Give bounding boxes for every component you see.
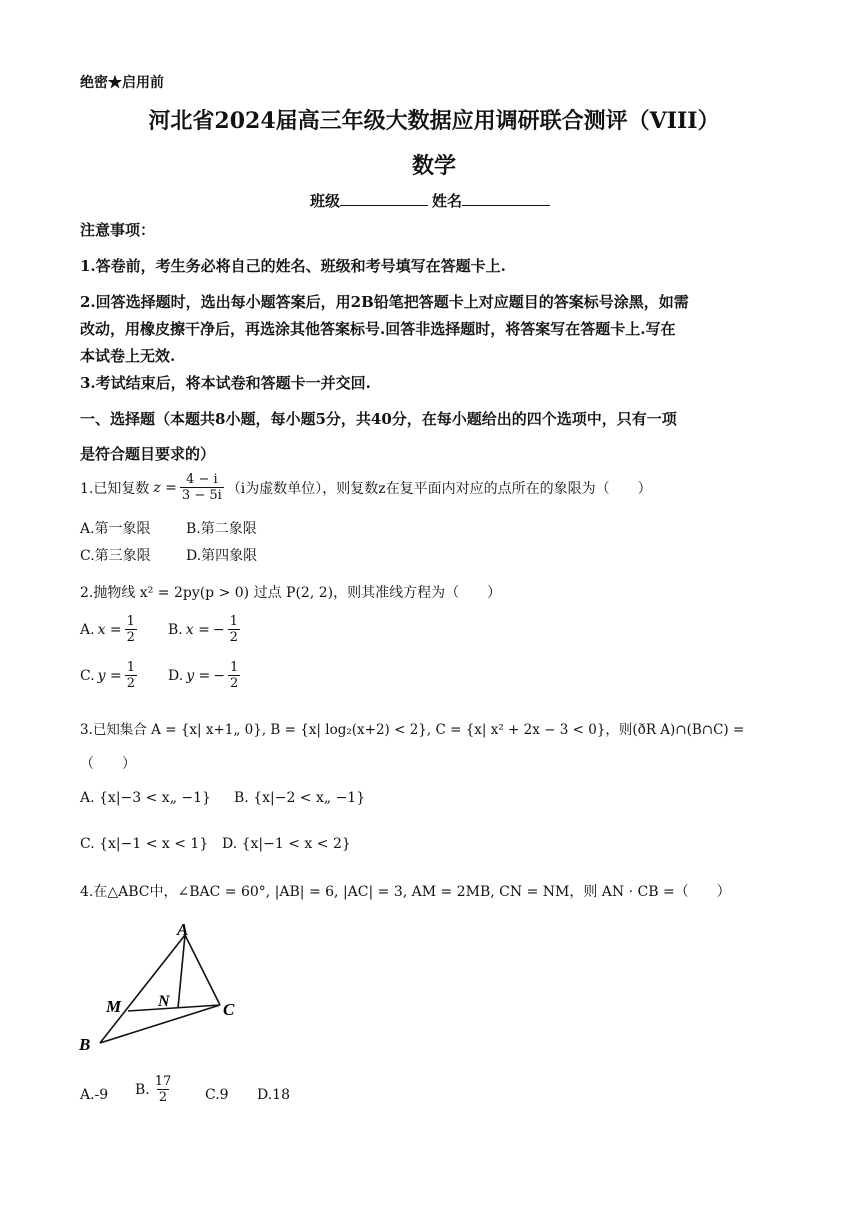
question-2: 2.抛物线 x² = 2py(p > 0) 过点 P(2, 2)，则其准线方程为（ ）	[80, 585, 502, 601]
q4-b-den: 2	[158, 1090, 168, 1105]
q2-c-label: C.	[80, 667, 95, 684]
q1-option-a: A.第一象限	[80, 521, 151, 537]
class-blank	[340, 191, 428, 206]
q1-denominator: 3 − 5i	[181, 488, 222, 503]
notice-heading: 注意事项：	[80, 221, 156, 239]
notice-item-2-line-1: 2.回答选择题时，选出每小题答案后，用2B铅笔把答题卡上对应题目的答案标号涂黑，如需	[80, 293, 689, 311]
q4-option-b	[135, 1074, 176, 1105]
segment-an	[178, 935, 185, 1008]
notice-item-2-line-3: 本试卷上无效.	[80, 347, 176, 365]
notice-item-2-line-2: 改动，用橡皮擦干净后，再选涂其他答案标号.回答非选择题时，将答案写在答题卡上.写在	[80, 320, 676, 338]
segment-ac	[185, 935, 220, 1005]
q2-a-num: 1	[126, 614, 135, 629]
name-label: 姓名	[432, 192, 463, 210]
q2-a-den: 2	[126, 630, 135, 645]
name-blank	[462, 191, 550, 206]
q2-b-num: 1	[229, 614, 238, 629]
label-b: B	[79, 1035, 91, 1054]
q1-var: z =	[153, 479, 177, 496]
q2-option-a	[80, 614, 140, 645]
section-1-heading-line-1: 一、选择题（本题共8小题，每小题5分，共40分，在每小题给出的四个选项中，只有一项	[80, 410, 677, 428]
q2-b-fraction	[228, 614, 240, 645]
question-1	[80, 472, 652, 503]
q4-b-num: 17	[154, 1074, 172, 1089]
q4-option-a: A.-9	[80, 1087, 109, 1103]
q3-option-c: C. {x|−1 < x < 1}	[80, 836, 209, 852]
q2-d-num: 1	[230, 660, 239, 675]
label-c: C	[223, 1000, 235, 1019]
q2-b-sign: −	[212, 621, 225, 638]
q2-b-den: 2	[229, 630, 238, 645]
q2-d-label: D.	[168, 667, 184, 684]
q2-c-den: 2	[126, 676, 136, 691]
q3-option-d: D. {x|−1 < x < 2}	[222, 836, 351, 852]
q1-option-d: D.第四象限	[186, 548, 258, 564]
q2-a-label: A.	[80, 621, 95, 638]
subject-title: 数学	[411, 153, 456, 179]
q2-c-var: y =	[97, 667, 122, 684]
q4-b-label: B.	[135, 1081, 150, 1098]
label-a: A	[177, 920, 189, 939]
q4-option-c: C.9	[205, 1087, 229, 1103]
q3-paren: （ ）	[80, 756, 136, 772]
q2-b-label: B.	[168, 621, 183, 638]
q2-d-den: 2	[230, 676, 239, 691]
triangle-lines	[100, 935, 220, 1043]
question-3: 3.已知集合 A = {x| x+1„ 0}, B = {x| log₂(x+2) < 2}, C = {x| x² + 2x − 3 < 0}，则(ðR A)∩(B∩C) =	[80, 722, 745, 738]
q2-a-fraction	[125, 614, 137, 645]
q1-option-c: C.第三象限	[80, 548, 151, 564]
segment-ab	[100, 935, 185, 1043]
notice-item-1: 1.答卷前，考生务必将自己的姓名、班级和考号填写在答题卡上.	[80, 257, 506, 275]
q4-b-fraction	[153, 1074, 174, 1105]
q3-option-a: A. {x|−3 < x„ −1}	[80, 790, 211, 806]
notice-item-3: 3.考试结束后，将本试卷和答题卡一并交回.	[80, 374, 371, 392]
class-name-line	[310, 190, 554, 211]
q2-d-sign: −	[213, 667, 226, 684]
q2-option-d	[168, 660, 243, 691]
q2-a-var: x =	[97, 621, 122, 638]
q2-c-fraction	[125, 660, 137, 691]
q2-d-fraction	[228, 660, 240, 691]
label-n: N	[158, 993, 170, 1010]
triangle-figure	[70, 915, 250, 1055]
label-m: M	[106, 997, 122, 1016]
q2-d-var: y =	[186, 667, 211, 684]
q1-suffix: （i为虚数单位），则复数z在复平面内对应的点所在的象限为（ ）	[226, 480, 652, 497]
q3-option-b: B. {x|−2 < x„ −1}	[234, 790, 366, 806]
secret-label: 绝密★启用前	[80, 75, 164, 91]
q2-option-c	[80, 660, 140, 691]
exam-title: 河北省2024届高三年级大数据应用调研联合测评（VIII）	[148, 108, 720, 134]
class-label: 班级	[310, 192, 341, 210]
q1-fraction	[180, 472, 224, 503]
q1-numerator: 4 − i	[186, 472, 218, 487]
q1-prefix: 1.已知复数	[80, 480, 150, 497]
q1-option-b: B.第二象限	[186, 521, 257, 537]
question-4: 4.在△ABC中，∠BAC = 60°, |AB| = 6, |AC| = 3, AM = 2MB, CN = NM，则 AN · CB =（ ）	[80, 884, 731, 900]
q2-c-num: 1	[126, 660, 136, 675]
q2-b-var: x =	[185, 621, 210, 638]
q2-option-b	[168, 614, 243, 645]
q4-option-d: D.18	[257, 1087, 290, 1103]
section-1-heading-line-2: 是符合题目要求的）	[80, 445, 216, 463]
